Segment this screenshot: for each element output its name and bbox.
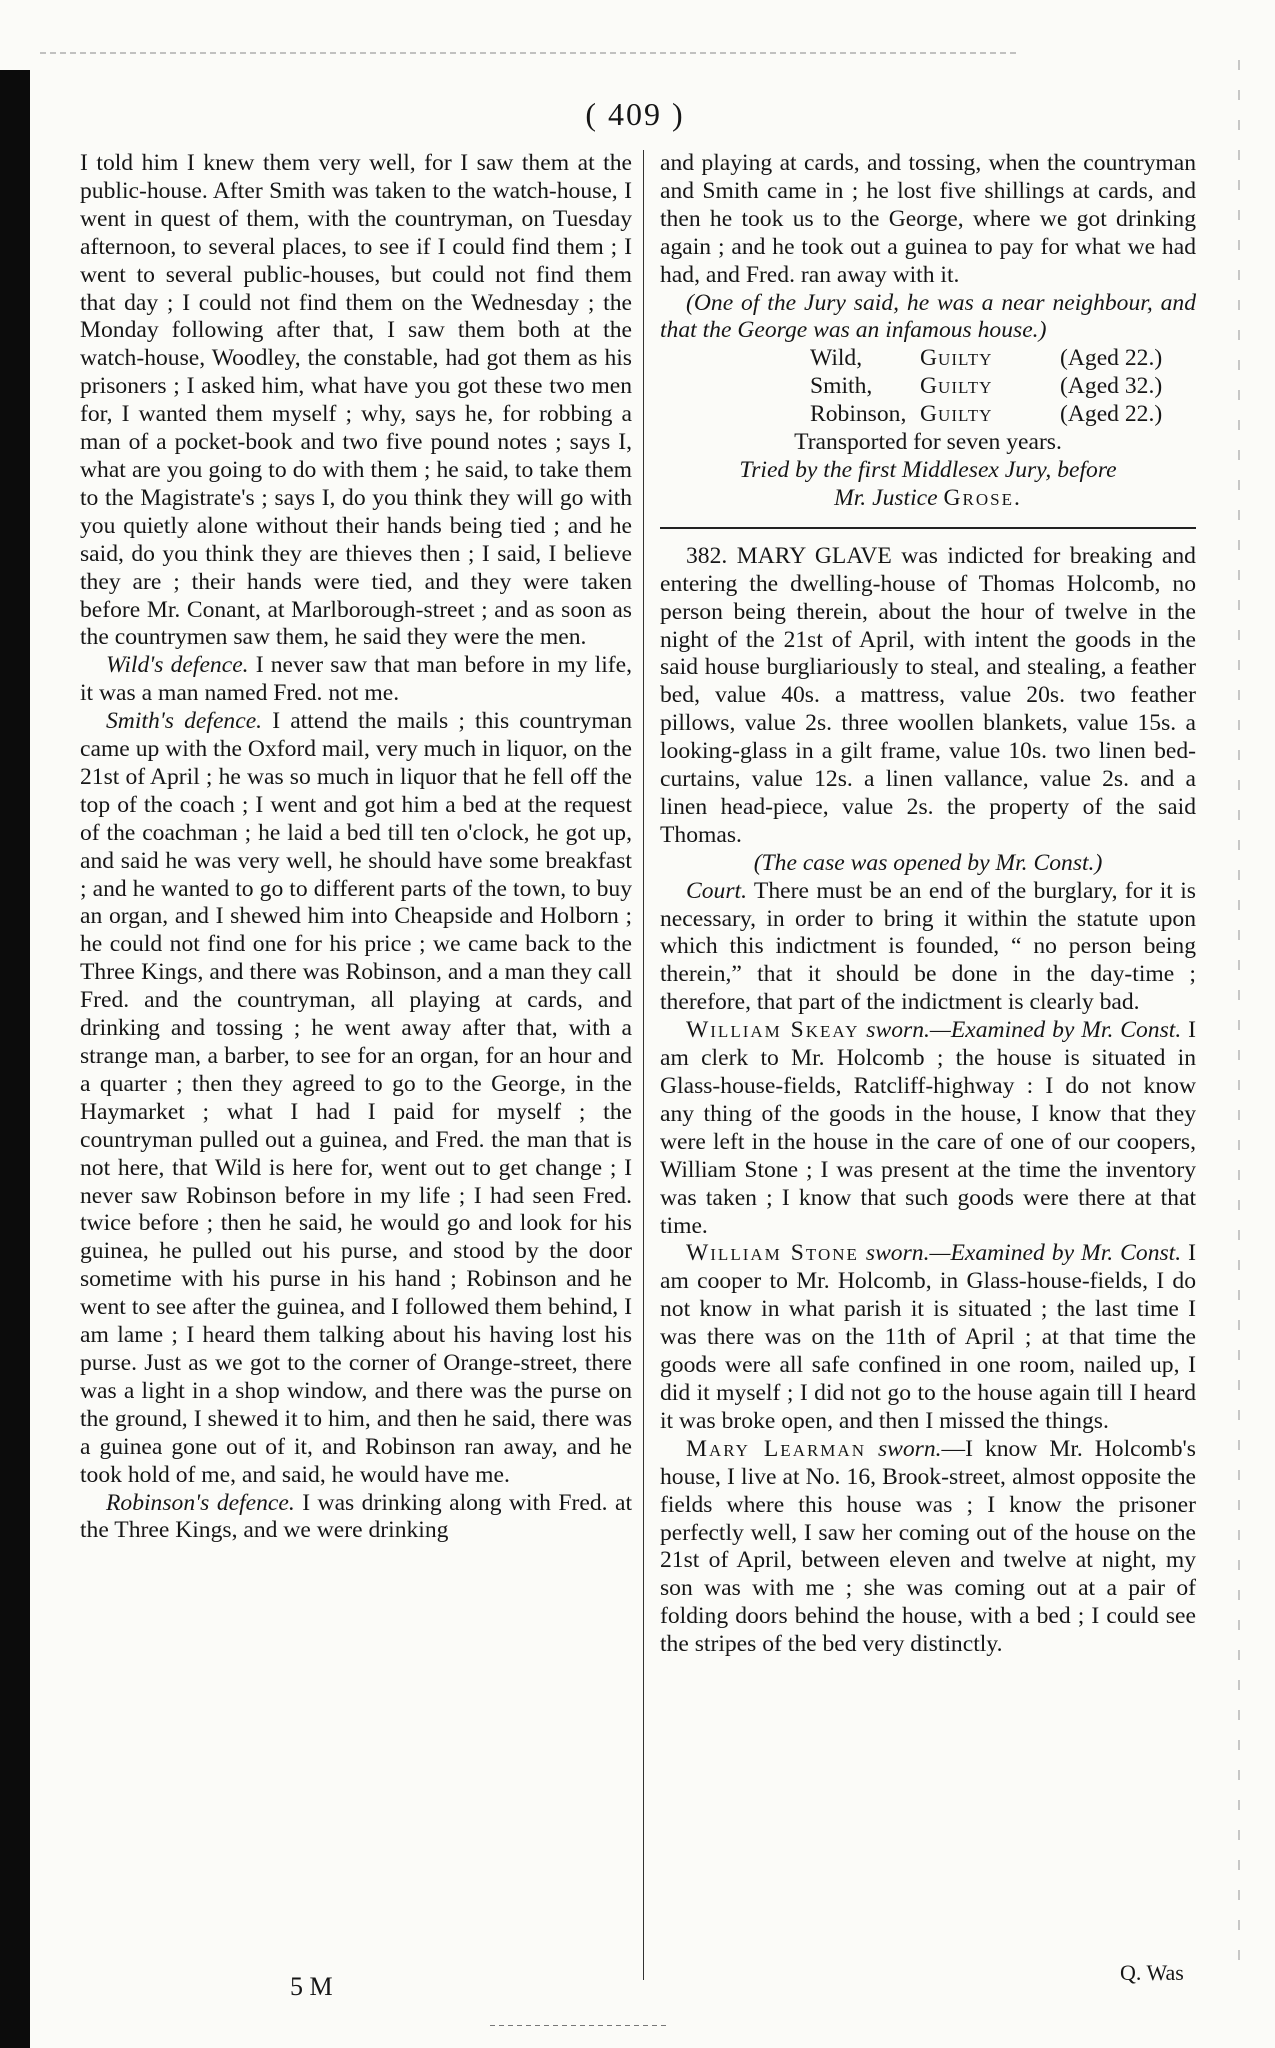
verdict-line	[810, 401, 1196, 429]
verdict-status: Guilty	[920, 401, 993, 428]
witness-text: I am clerk to Mr. Holcomb ; the house is situated in Glass-house-fields, Ratcliff-highway : I do not know any thing of the goods in the house, I know that they were left in the house in the care of one of our coopers, William Stone ; I was present at the time the inventory was taken ; I know that such goods were there at that time.	[660, 1017, 1196, 1239]
court-statement	[660, 878, 1196, 1018]
witness-name: William Skeay	[686, 1017, 860, 1044]
witness-name: Mary Learman	[686, 1435, 866, 1462]
sentence: Transported for seven years.	[794, 429, 1062, 456]
justice-name: Grose.	[943, 484, 1022, 511]
scan-artifact-bottom	[490, 2025, 670, 2026]
witness-text: —I know Mr. Holcomb's house, I live at No. 16, Brook-street, almost opposite the fields where this house was ; I know the prisoner perfectly well, I saw her coming out of the house on the 21st of April, between eleven and twelve at night, my son was with me ; she was coming out at a pair of folding doors behind the house, with a bed ; I could see the stripes of the bed very distinctly.	[660, 1435, 1196, 1658]
section-divider	[660, 527, 1196, 529]
witness-text: I am cooper to Mr. Holcomb, in Glass-house-fields, I do not know in what parish it is situated ; the last time I was there was on the 11th of April ; at that time the goods were all safe confined in one room, nailed up, I did it myself ; I did not go to the house again till I heard it was broke open, and then I missed the things.	[660, 1240, 1196, 1434]
scan-artifact-right	[1238, 60, 1240, 1960]
wild-defence	[80, 652, 632, 708]
robinson-defence-continued: and playing at cards, and tossing, when the countryman and Smith came in ; he lost five shillings at cards, and then he took us to the George, where we got drinking again ; and he took out a guinea to pay for what we had had, and Fred. ran away with it.	[660, 150, 1196, 288]
witness-sworn: sworn.—Examined by Mr. Const.	[858, 1240, 1182, 1267]
binding-shadow	[0, 70, 30, 2048]
robinson-defence	[80, 1490, 632, 1546]
verdict-status: Guilty	[920, 373, 993, 400]
witness-stone	[660, 1240, 1196, 1435]
case-heading-paragraph	[660, 543, 1196, 850]
left-column	[80, 150, 632, 1545]
case-indictment: was indicted for breaking and entering the dwelling-house of Thomas Holcomb, no person being therein, about the hour of twelve in the night of the 21st of April, with intent the goods in the said house burgliariously to steal, and stealing, a feather bed, value 40s. a mattress, value 20s. two feather pillows, value 2s. three woollen blankets, value 15s. a looking-glass in a gilt frame, value 10s. two linen bed-curtains, value 12s. a linen vallance, value 2s. and a linen head-piece, value 2s. the property of the said Thomas.	[660, 542, 1196, 848]
verdict-line	[810, 345, 1196, 373]
jury-note: (One of the Jury said, he was a near neighbour, and that the George was an infamous house.)	[660, 289, 1196, 344]
defence-text: I attend the mails ; this countryman came up with the Oxford mail, very much in liquor, on the 21st of April ; he was so much in liquor that he fell off the top of the coach ; I went and got him a bed at the request of the coachman ; he laid a bed till ten o'clock, he got up, and said he was very well, he should have some breakfast ; and he wanted to go to different parts of the town, to buy an organ, and I shewed him into Cheapside and Holborn ; he could not find one for his price ; we came back to the Three Kings, and there was Robinson, and a man they call Fred. and the countryman, all playing at cards, and drinking and tossing ; he went away after that, with a strange man, a barber, to see for an organ, for an hour and a quarter ; then they agreed to go to the George, in the Haymarket ; what I had I paid for myself ; the countryman pulled out a guinea, and Fred. the man that is not here, that Wild is here for, went out to get change ; I never saw Robinson before in my life ; I had seen Fred. twice before ; then he said, he would go and look for his guinea, he pulled out his purse, and stood by the door sometime with his purse in his hand ; Robinson and he went to see after the guinea, and I followed them behind, I am lame ; I heard them talking about his having lost his purse. Just as we got to the corner of Orange-street, there was a light in a shop window, and there was the purse on the ground, I shewed it to him, and then he said, there was a guinea gone out of it, and Robinson ran away, and he took hold of me, and said, he would have me.	[80, 708, 632, 1488]
justice-prefix: Mr. Justice	[834, 484, 938, 511]
defence-label: Robinson's defence.	[106, 1489, 295, 1516]
justice-line	[660, 485, 1196, 513]
defence-text: I never saw that man before in my life, it was a man named Fred. not me.	[80, 652, 632, 707]
page-number: ( 409 )	[585, 96, 685, 132]
catchword: Q. Was	[1120, 1960, 1184, 1985]
testimony-paragraph: I told him I knew them very well, for I saw them at the public-house. After Smith was taken to the watch-house, I went in quest of them, with the countryman, on Tuesday afternoon, to several places, to see if I could find them ; I went to several public-houses, but could not find them that day ; I could not find them on the Wednesday ; the Monday following after that, I saw them both at the watch-house, Woodley, the constable, had got them as his prisoners ; I asked him, what have you got these two men for, I wanted them myself ; why, says he, for robbing a man of a pocket-book and two five pound notes ; says I, what are you going to do with them ; he said, to take them to the Magistrate's ; says I, do you think they will go with you quietly alone without their hands being tied ; and he said, do you think they are thieves then ; I said, I believe they are ; their hands were tied, and they were taken before Mr. Conant, at Marlborough-street ; and as soon as the countrymen saw them, he said they were the men.	[80, 150, 632, 651]
verdict-line	[810, 373, 1196, 401]
court-label: Court.	[686, 877, 747, 904]
defendant-age: (Aged 22.)	[1060, 401, 1163, 428]
defence-text: I was drinking along with Fred. at the Three Kings, and we were drinking	[80, 1489, 633, 1544]
case-opened-note: (The case was opened by Mr. Const.)	[753, 849, 1103, 876]
scan-artifact-top	[40, 52, 1020, 54]
court-text: There must be an end of the burglary, for it is necessary, in order to bring it within the statute upon which this indictment is founded, “ no person being therein,” that it should be done in the day-time ; therefore, that part of the indictment is clearly bad.	[660, 877, 1196, 1016]
witness-skeay	[660, 1017, 1196, 1240]
verdict-status: Guilty	[920, 345, 993, 372]
defence-label: Wild's defence.	[106, 652, 249, 679]
right-column	[660, 150, 1196, 1659]
column-divider	[643, 150, 644, 1980]
witness-sworn: sworn.—Examined by Mr. Const.	[859, 1017, 1182, 1044]
defendant-age: (Aged 32.)	[1060, 373, 1163, 400]
case-title: 382. MARY GLAVE	[686, 542, 892, 569]
witness-sworn: sworn.	[865, 1435, 942, 1462]
smith-defence	[80, 708, 632, 1489]
witness-name: William Stone	[686, 1240, 859, 1267]
tried-by-line: Tried by the first Middlesex Jury, before	[739, 456, 1117, 483]
signature-mark: 5 M	[290, 1972, 333, 2001]
defendant-name: Wild,	[810, 345, 863, 372]
defendant-age: (Aged 22.)	[1060, 345, 1163, 372]
defendant-name: Smith,	[810, 373, 873, 400]
witness-learman	[660, 1436, 1196, 1659]
defendant-name: Robinson,	[810, 401, 907, 428]
defence-label: Smith's defence.	[106, 708, 263, 735]
